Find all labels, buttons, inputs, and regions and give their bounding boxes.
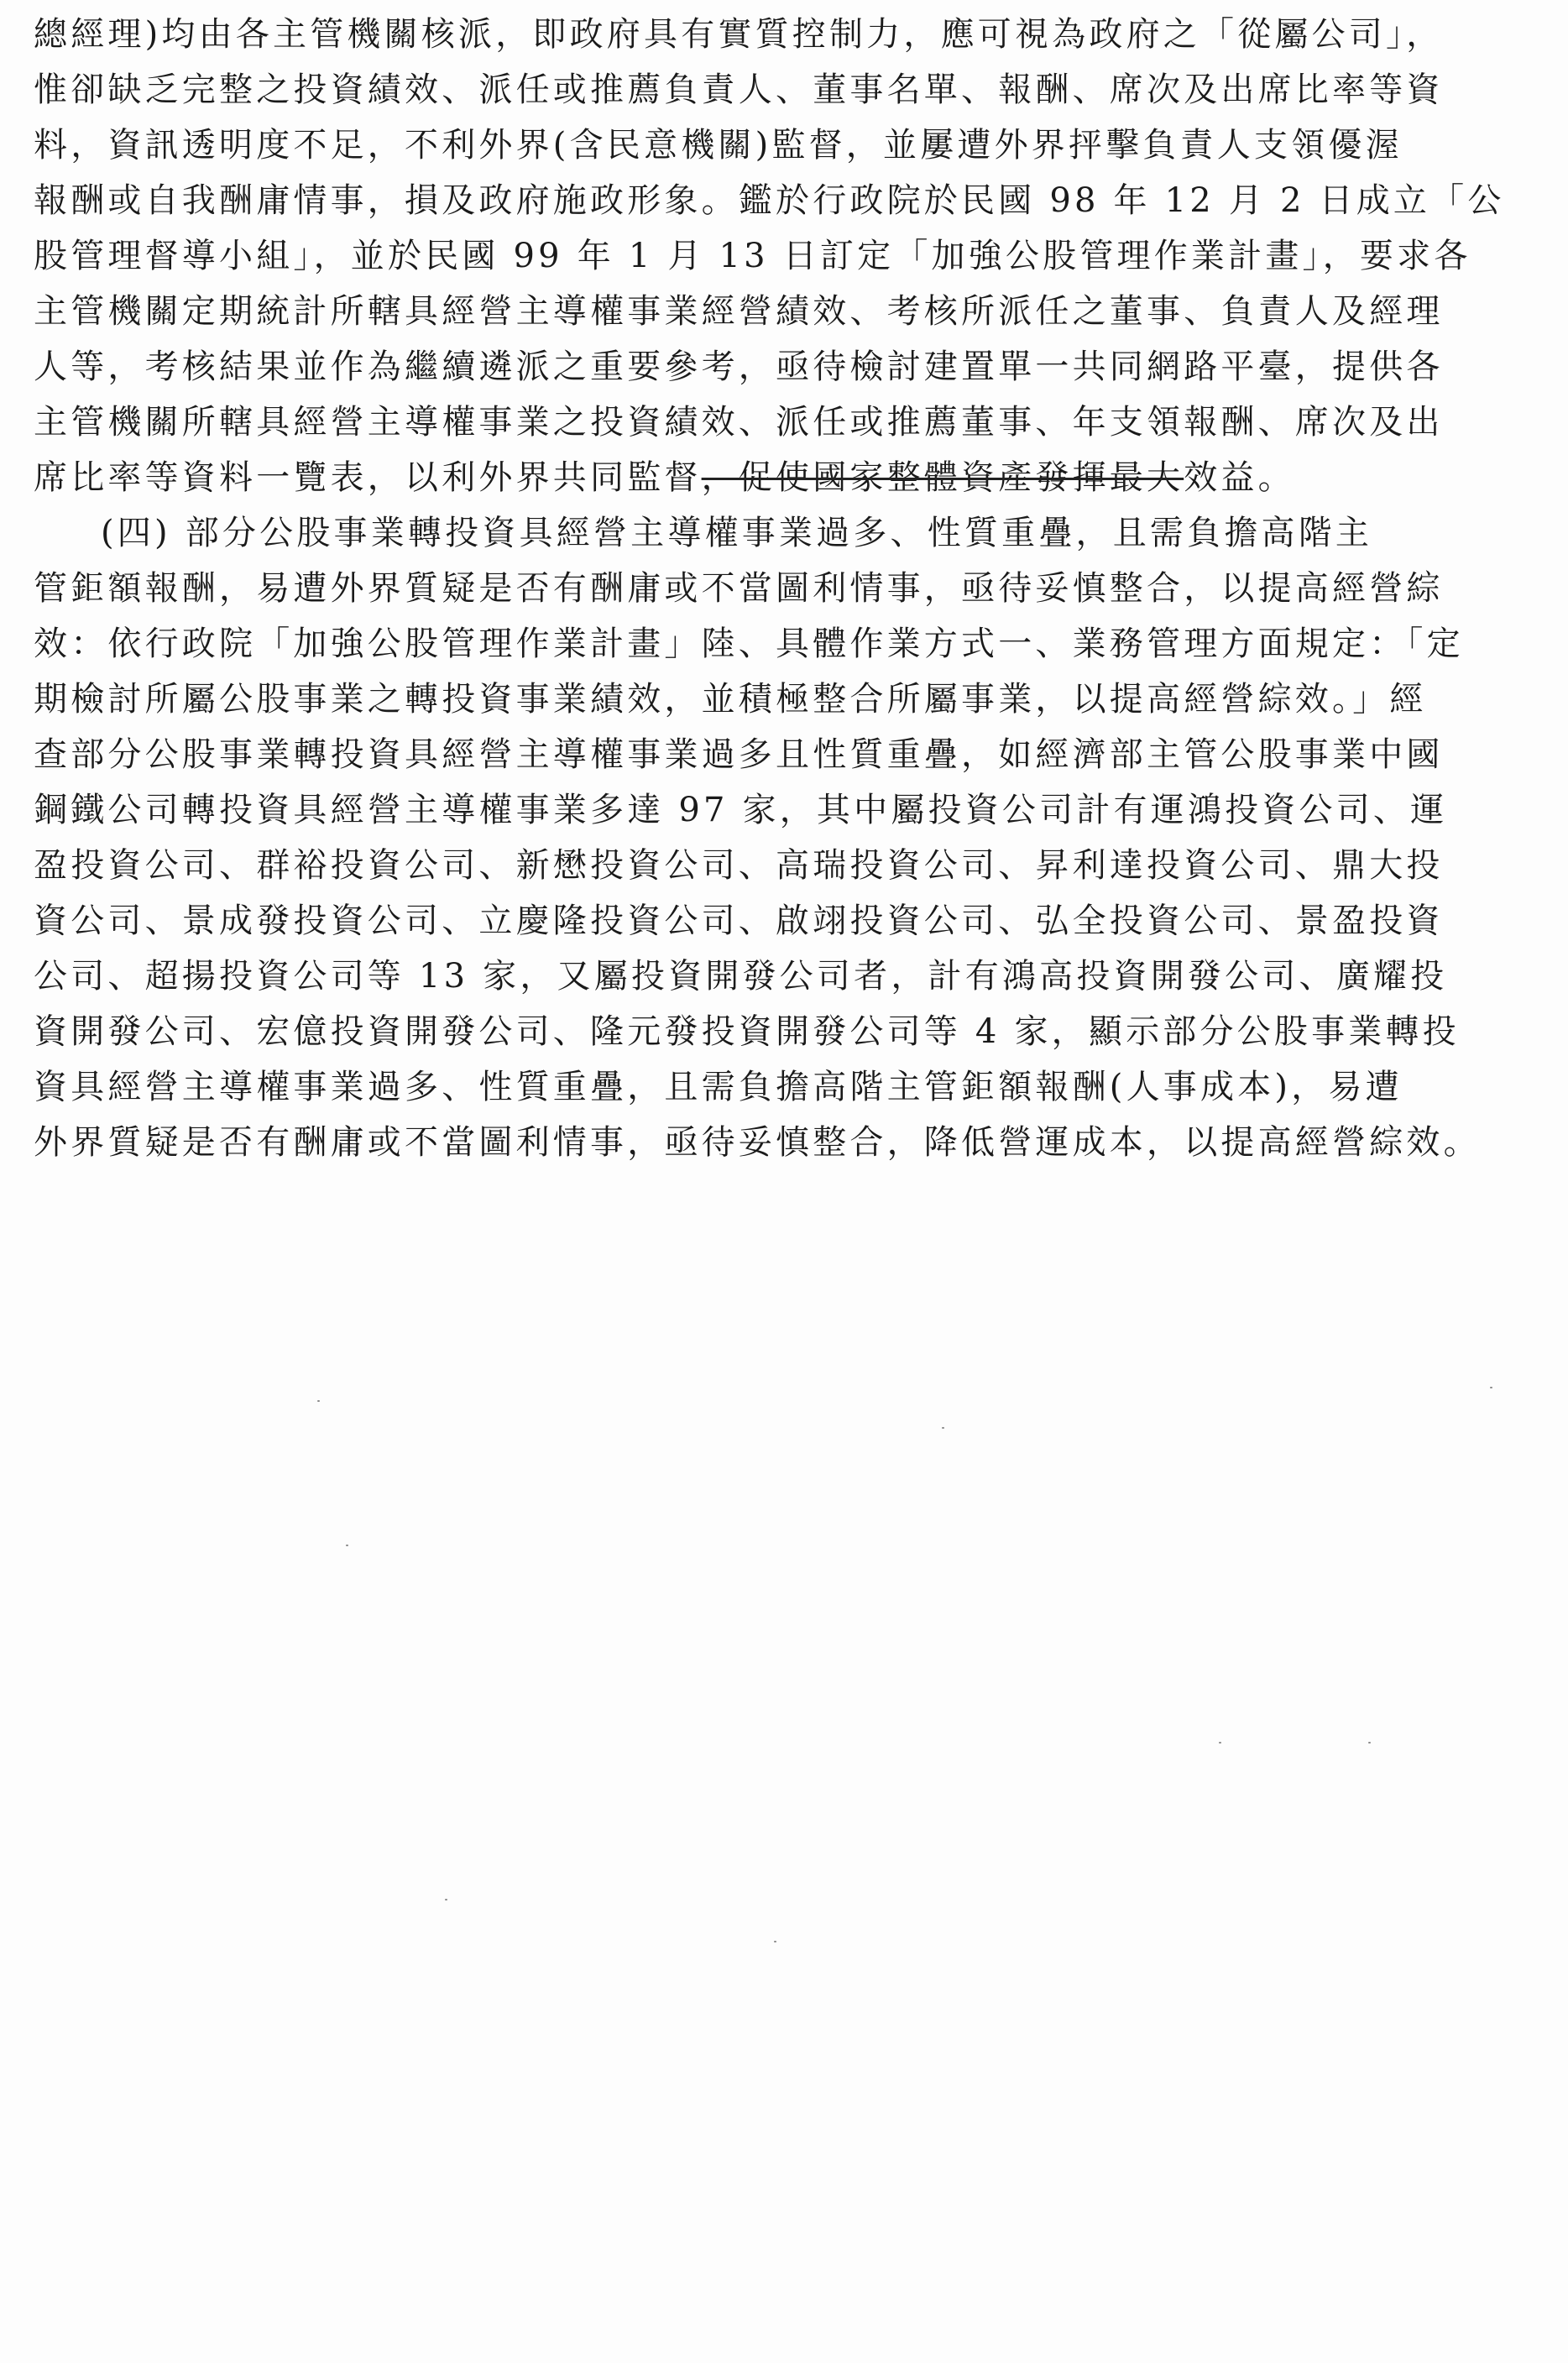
scan-speck (1490, 1387, 1492, 1388)
scan-speck (346, 1545, 348, 1546)
body-line-9 (34, 450, 1544, 505)
section-4-heading-line: (四) 部分公股事業轉投資具經營主導權事業過多、性質重疊，且需負擔高階主 (101, 514, 1373, 552)
body-line-2: 惟卻缺乏完整之投資績效、派任或推薦負責人、董事名單、報酬、席次及出席比率等資 (34, 71, 1444, 109)
scan-speck (317, 1400, 320, 1402)
section-4-line-4: 期檢討所屬公股事業之轉投資事業績效，並積極整合所屬事業，以提高經營綜效。」經 (34, 680, 1427, 719)
scan-speck (774, 1941, 776, 1942)
document-body (34, 7, 1544, 1170)
section-4-line-3: 效：依行政院「加強公股管理作業計畫」陸、具體作業方式一、業務管理方面規定：「定 (34, 625, 1464, 663)
section-4-line-5: 查部分公股事業轉投資具經營主導權事業過多且性質重疊，如經濟部主管公股事業中國 (34, 735, 1444, 774)
section-4-line-7: 盈投資公司、群裕投資公司、新懋投資公司、高瑞投資公司、昇利達投資公司、鼎大投 (34, 846, 1444, 885)
section-4-line-8: 資公司、景成發投資公司、立慶隆投資公司、啟翊投資公司、弘全投資公司、景盈投資 (34, 902, 1444, 940)
body-line-6: 主管機關定期統計所轄具經營主導權事業經營績效、考核所派任之董事、負責人及經理 (34, 292, 1444, 331)
body-line-5: 股管理督導小組」，並於民國 99 年 1 月 13 日訂定「加強公股管理作業計畫」，要求各 (34, 237, 1471, 275)
scan-speck (445, 1899, 447, 1900)
scan-speck (942, 1427, 944, 1429)
body-line-7: 人等，考核結果並作為繼續遴派之重要參考，亟待檢討建置單一共同網路平臺，提供各 (34, 348, 1444, 386)
struck-through-text: ，促使國家整體資產發揮最大 (701, 458, 1184, 497)
scan-speck (1219, 1742, 1221, 1743)
body-line-1: 總經理)均由各主管機關核派，即政府具有實質控制力，應可視為政府之「從屬公司」， (34, 15, 1444, 54)
body-line-3: 料，資訊透明度不足，不利外界(含民意機關)監督，並屢遭外界抨擊負責人支領優渥 (34, 126, 1403, 165)
body-line-9-text: 席比率等資料一覽表，以利外界共同監督 (34, 458, 702, 497)
section-4-line-6: 鋼鐵公司轉投資具經營主導權事業多達 97 家，其中屬投資公司計有運鴻投資公司、運 (34, 791, 1448, 829)
section-4-line-12: 外界質疑是否有酬庸或不當圖利情事，亟待妥慎整合，降低營運成本，以提高經營綜效。 (34, 1123, 1481, 1162)
section-4-line-11: 資具經營主導權事業過多、性質重疊，且需負擔高階主管鉅額報酬(人事成本)，易遭 (34, 1068, 1403, 1106)
section-4-line-2: 管鉅額報酬，易遭外界質疑是否有酬庸或不當圖利情事，亟待妥慎整合，以提高經營綜 (34, 569, 1444, 608)
section-4-line-9: 公司、超揚投資公司等 13 家，又屬投資開發公司者，計有鴻高投資開發公司、廣耀投 (34, 957, 1448, 996)
section-4-line-10: 資開發公司、宏億投資開發公司、隆元發投資開發公司等 4 家，顯示部分公股事業轉投 (34, 1012, 1460, 1051)
body-line-9-tail: 效益。 (1184, 458, 1295, 497)
scan-speck (1368, 1742, 1371, 1743)
body-line-8: 主管機關所轄具經營主導權事業之投資績效、派任或推薦董事、年支領報酬、席次及出 (34, 403, 1444, 442)
body-line-4: 報酬或自我酬庸情事，損及政府施政形象。鑑於行政院於民國 98 年 12 月 2 日成立「公 (34, 181, 1505, 220)
